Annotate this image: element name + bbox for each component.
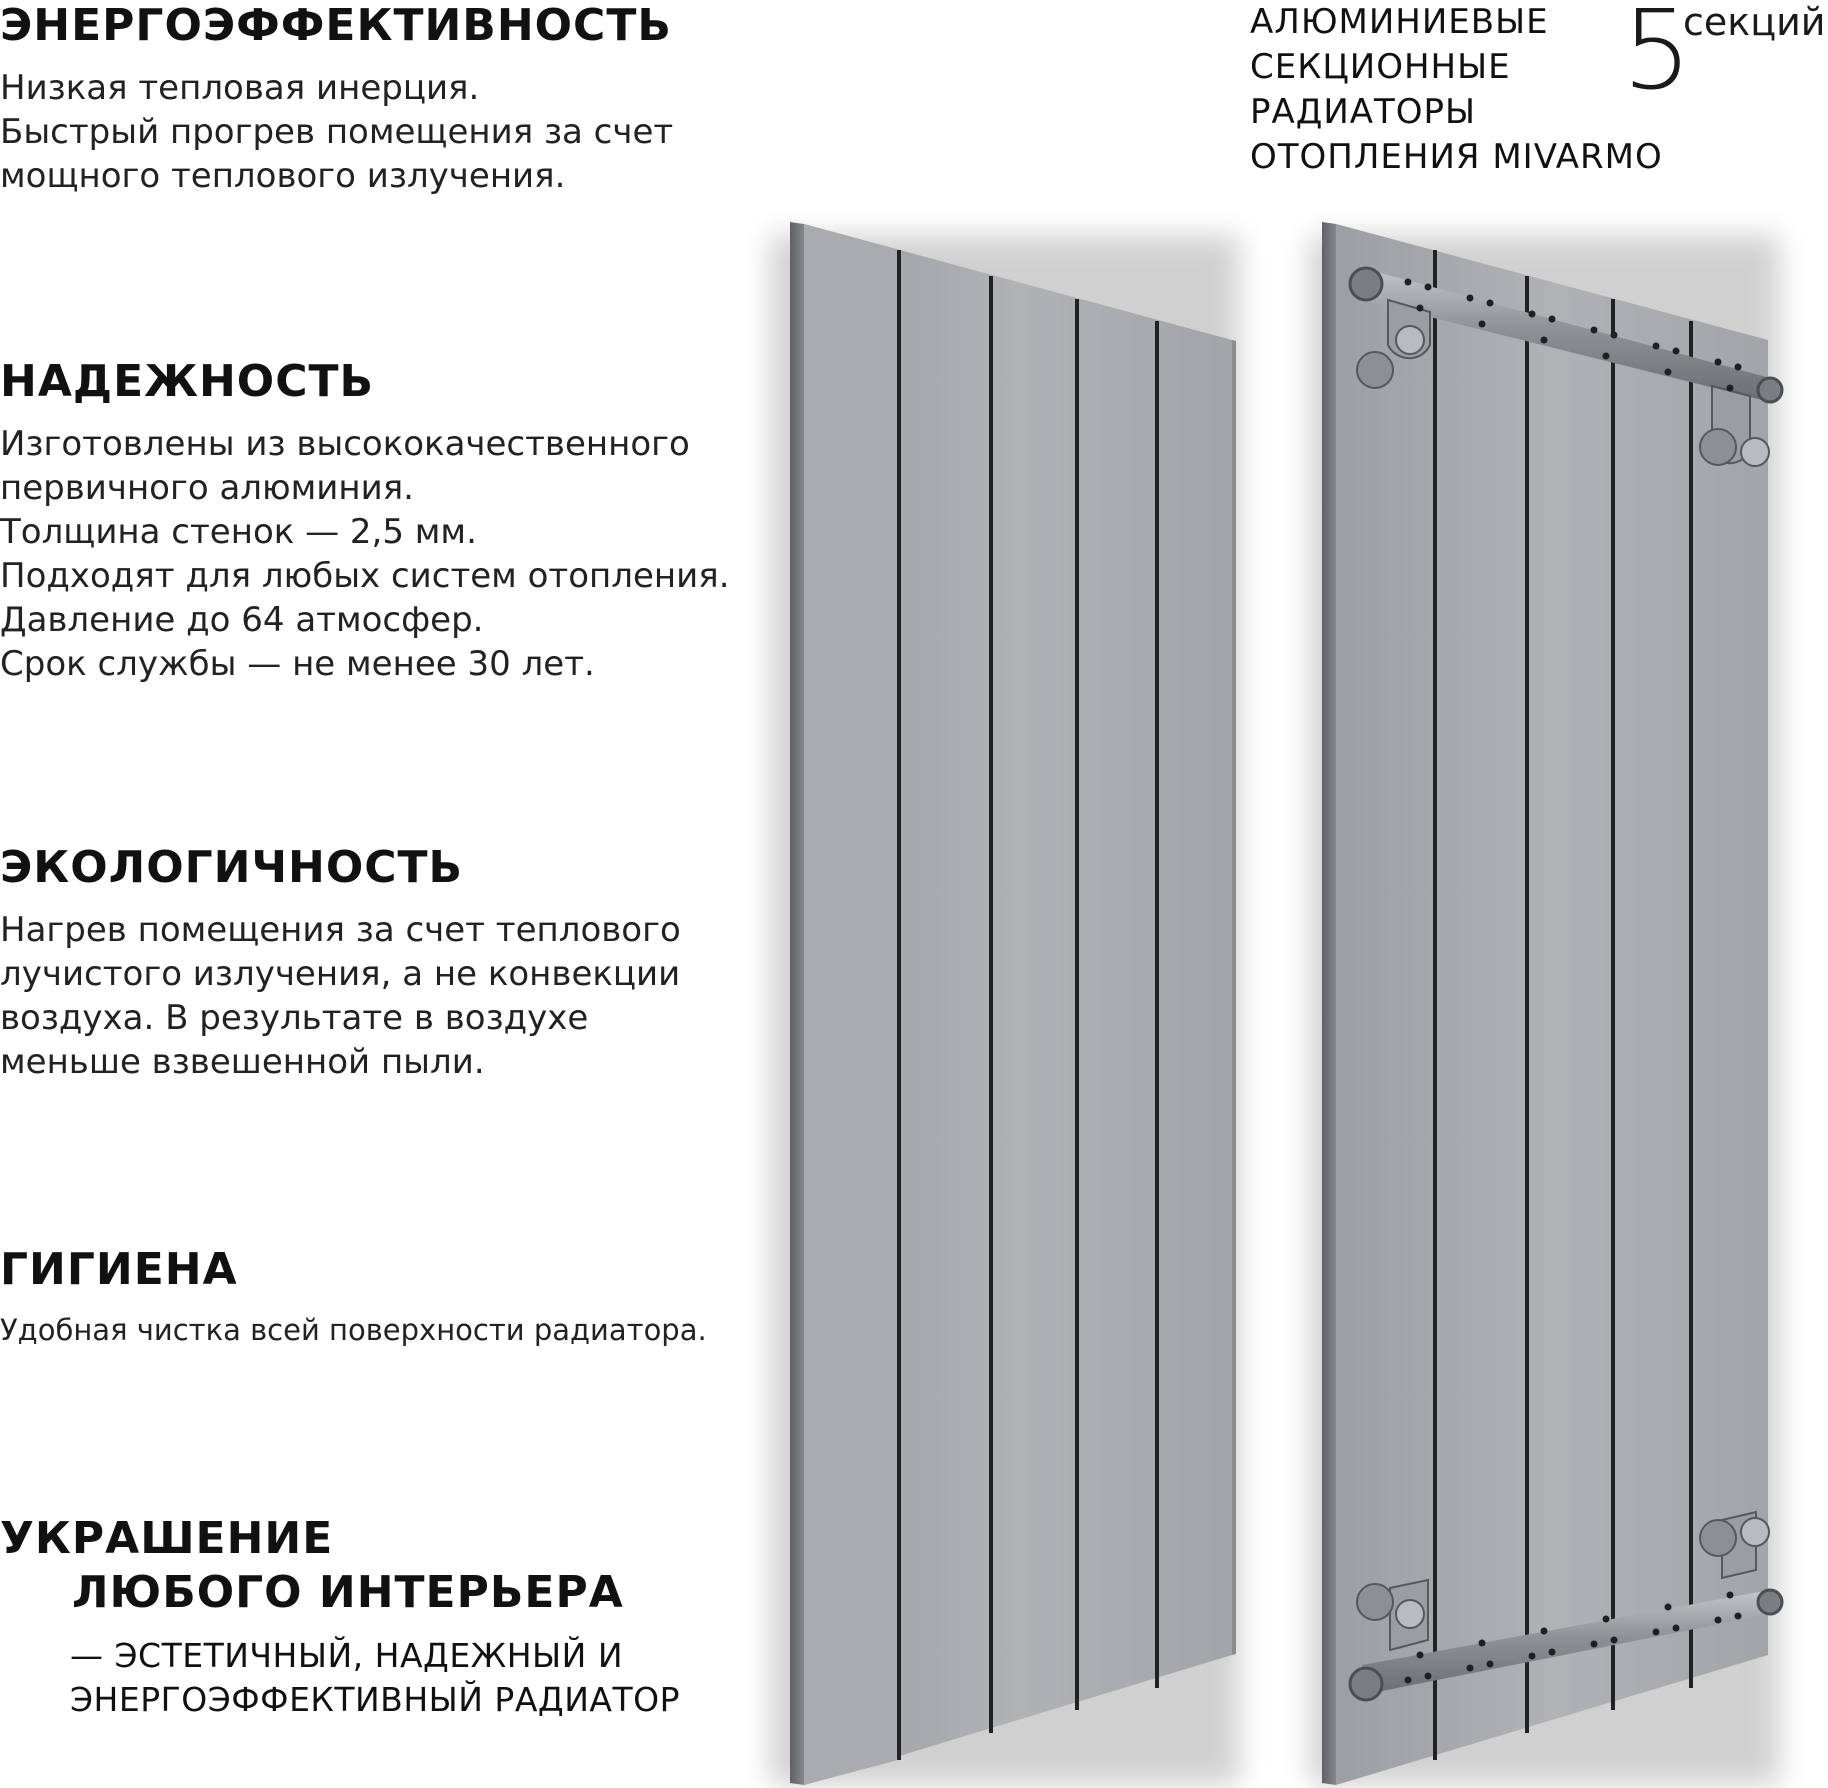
feature-description — [0, 422, 730, 686]
desc-line: Удобная чистка всей поверхности радиатора. — [0, 1313, 707, 1347]
feature-title: НАДЕЖНОСТЬ — [0, 356, 375, 407]
desc-line: воздуха. В результате в воздухе — [0, 998, 589, 1038]
section-unit: секций — [1683, 0, 1826, 44]
desc-line: мощного теплового излучения. — [0, 156, 566, 196]
product-title-line: АЛЮМИНИЕВЫЕ — [1250, 2, 1549, 42]
feature-description — [0, 66, 673, 198]
desc-line: меньше взвешенной пыли. — [0, 1042, 485, 1082]
desc-line: Низкая тепловая инерция. — [0, 68, 480, 108]
feature-title: ГИГИЕНА — [0, 1244, 238, 1295]
desc-line: лучистого излучения, а не конвекции — [0, 954, 681, 994]
product-title-line: РАДИАТОРЫ — [1250, 92, 1477, 132]
feature-reliability — [0, 356, 730, 686]
desc-line: Изготовлены из высококачественного — [0, 424, 690, 464]
decoration-subtitle-line2: ЭНЕРГОЭФФЕКТИВНЫЙ РАДИАТОР — [70, 1680, 680, 1719]
decoration-title-line2: ЛЮБОГО ИНТЕРЬЕРА — [72, 1567, 624, 1618]
section-count: 5 — [1622, 0, 1692, 114]
radiator-back-view — [1310, 222, 1782, 1785]
desc-line: Толщина стенок — 2,5 мм. — [0, 512, 477, 552]
feature-decoration — [0, 1512, 680, 1722]
feature-energy — [0, 0, 673, 198]
desc-line: Срок службы — не менее 30 лет. — [0, 644, 595, 684]
decoration-title-line1: УКРАШЕНИЕ — [0, 1513, 334, 1564]
feature-description — [0, 908, 681, 1084]
desc-line: Быстрый прогрев помещения за счет — [0, 112, 674, 152]
feature-description — [0, 1310, 707, 1350]
feature-title: ЭКОЛОГИЧНОСТЬ — [0, 842, 464, 893]
product-title — [1250, 0, 1663, 180]
product-title-line: СЕКЦИОННЫЕ — [1250, 47, 1511, 87]
desc-line: Подходят для любых систем отопления. — [0, 556, 730, 596]
desc-line: Нагрев помещения за счет теплового — [0, 910, 681, 950]
decoration-subtitle-line1: — ЭСТЕТИЧНЫЙ, НАДЕЖНЫЙ И — [70, 1636, 624, 1675]
feature-title: ЭНЕРГОЭФФЕКТИВНОСТЬ — [0, 0, 672, 51]
radiator-illustration — [740, 200, 1828, 1788]
feature-ecology — [0, 842, 681, 1084]
radiator-front-view — [770, 222, 1240, 1785]
feature-hygiene — [0, 1244, 707, 1350]
desc-line: первичного алюминия. — [0, 468, 414, 508]
product-title-line: ОТОПЛЕНИЯ MIVARMO — [1250, 137, 1663, 177]
desc-line: Давление до 64 атмосфер. — [0, 600, 484, 640]
